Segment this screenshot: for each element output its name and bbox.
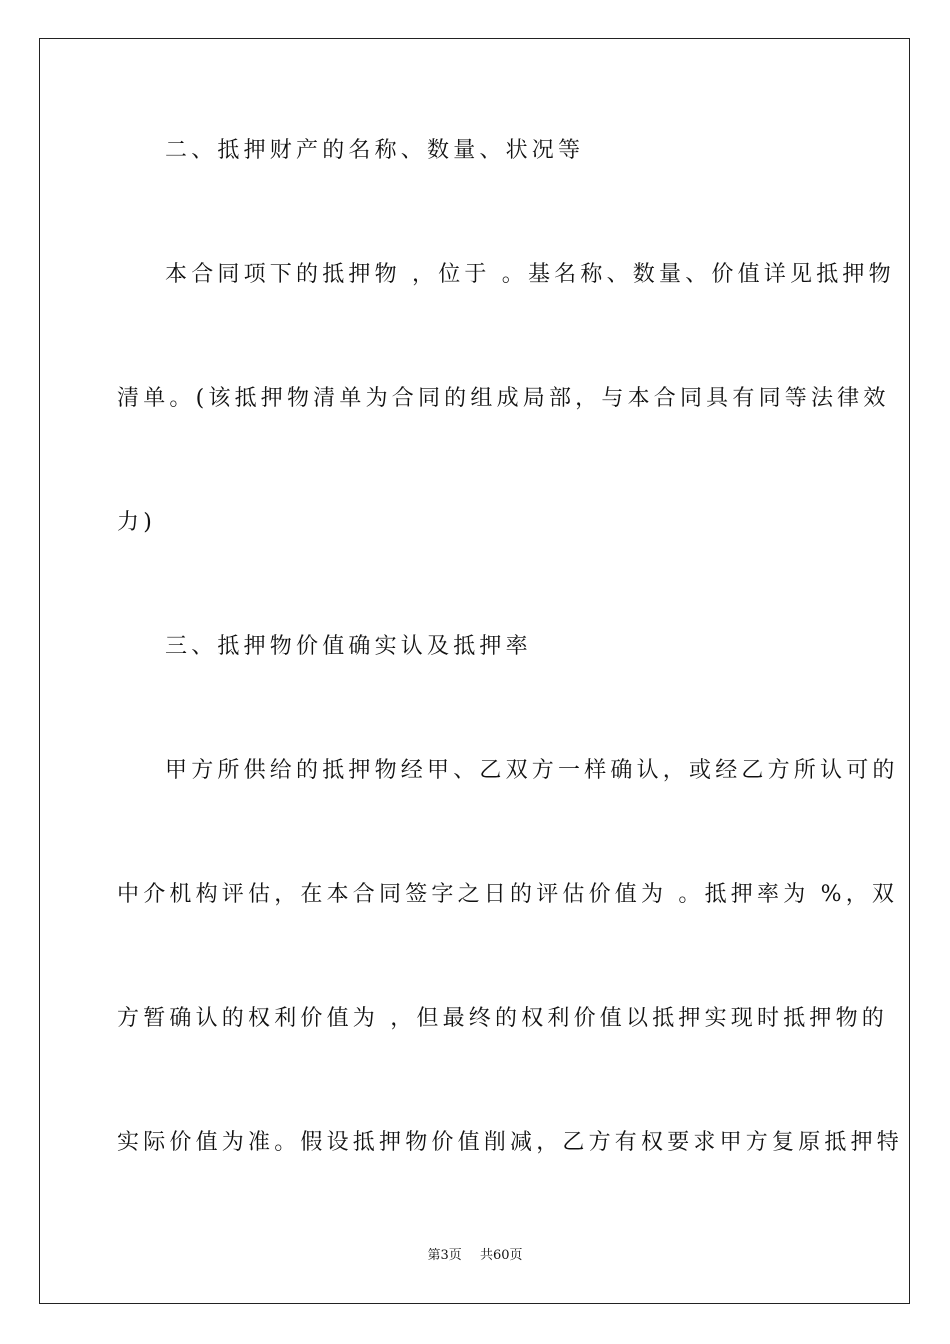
paragraph-line-5: 中介机构评估，在本合同签字之日的评估价值为 。抵押率为 %，双 [117, 882, 899, 907]
paragraph-line-6: 方暂确认的权利价值为 ，但最终的权利价值以抵押实现时抵押物的 [117, 1006, 888, 1031]
paragraph-line-3: 力) [117, 510, 156, 535]
paragraph-line-2: 清单。(该抵押物清单为合同的组成局部，与本合同具有同等法律效 [117, 386, 890, 411]
page-footer [0, 1246, 950, 1266]
section-heading-three: 三、抵押物价值确实认及抵押率 [165, 634, 532, 659]
section-heading-two: 二、抵押财产的名称、数量、状况等 [165, 138, 585, 163]
paragraph-line-1: 本合同项下的抵押物 ，位于 。基名称、数量、价值详见抵押物 [165, 262, 895, 287]
page-number: 第3页 [427, 1248, 462, 1263]
paragraph-line-7: 实际价值为准。假设抵押物价值削减，乙方有权要求甲方复原抵押特 [117, 1130, 904, 1155]
page-border [39, 38, 910, 1304]
paragraph-line-4: 甲方所供给的抵押物经甲、乙双方一样确认，或经乙方所认可的 [165, 758, 899, 783]
total-pages: 共60页 [479, 1248, 523, 1263]
